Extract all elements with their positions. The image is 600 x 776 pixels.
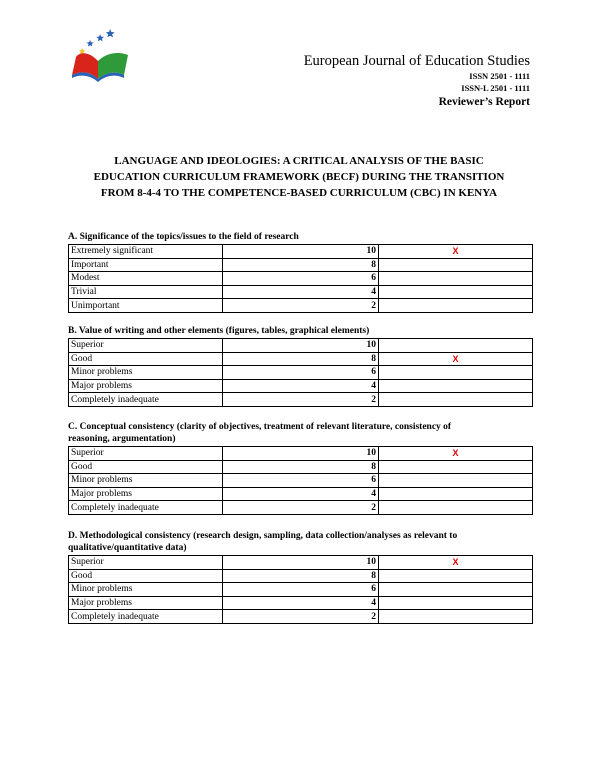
- table-row: [69, 379, 533, 393]
- rating-score: 8: [223, 460, 379, 474]
- table-row: [69, 474, 533, 488]
- table-row: [69, 569, 533, 583]
- paper-title-line: FROM 8-4-4 TO THE COMPETENCE-BASED CURRICULUM (CBC) IN KENYA: [100, 187, 498, 199]
- table-row: [69, 610, 533, 624]
- rating-mark[interactable]: [379, 610, 533, 624]
- rating-score: 10: [223, 339, 379, 353]
- table-row: [69, 366, 533, 380]
- rating-mark[interactable]: [379, 501, 533, 515]
- rating-mark[interactable]: [379, 583, 533, 597]
- journal-logo-icon: [66, 25, 136, 87]
- rating-label: Extremely significant: [69, 245, 223, 259]
- rating-mark[interactable]: [379, 366, 533, 380]
- rating-label: Superior: [69, 447, 223, 461]
- journal-title: European Journal of Education Studies: [303, 53, 530, 69]
- rating-mark[interactable]: [379, 596, 533, 610]
- table-row: [69, 245, 533, 259]
- rating-score: 2: [223, 393, 379, 407]
- rating-label: Major problems: [69, 596, 223, 610]
- rating-mark[interactable]: [379, 460, 533, 474]
- section-a: [68, 231, 532, 313]
- rating-label: Minor problems: [69, 583, 223, 597]
- rating-mark[interactable]: X: [379, 556, 533, 570]
- rating-score: 8: [223, 258, 379, 272]
- section-heading: [68, 530, 532, 554]
- rating-mark[interactable]: [379, 379, 533, 393]
- rating-score: 10: [223, 447, 379, 461]
- section-heading-line: reasoning, argumentation): [68, 434, 176, 444]
- rating-score: 6: [223, 366, 379, 380]
- table-row: [69, 447, 533, 461]
- table-row: [69, 272, 533, 286]
- rating-table: [68, 446, 533, 515]
- rating-score: 4: [223, 596, 379, 610]
- rating-mark[interactable]: X: [379, 352, 533, 366]
- rating-score: 6: [223, 272, 379, 286]
- rating-score: 4: [223, 487, 379, 501]
- rating-score: 2: [223, 610, 379, 624]
- rating-mark[interactable]: [379, 569, 533, 583]
- rating-score: 10: [223, 556, 379, 570]
- rating-label: Unimportant: [69, 299, 223, 313]
- rating-score: 8: [223, 569, 379, 583]
- journal-header: [304, 52, 530, 110]
- rating-label: Minor problems: [69, 366, 223, 380]
- rating-label: Major problems: [69, 379, 223, 393]
- rating-label: Trivial: [69, 285, 223, 299]
- rating-score: 8: [223, 352, 379, 366]
- rating-label: Superior: [69, 556, 223, 570]
- table-row: [69, 501, 533, 515]
- section-heading: [68, 421, 532, 445]
- rating-label: Good: [69, 569, 223, 583]
- table-row: [69, 285, 533, 299]
- section-d: [68, 530, 532, 624]
- section-heading: A. Significance of the topics/issues to the field of research: [68, 232, 299, 242]
- rating-mark[interactable]: [379, 299, 533, 313]
- rating-score: 2: [223, 299, 379, 313]
- rating-mark[interactable]: [379, 393, 533, 407]
- rating-score: 6: [223, 474, 379, 488]
- table-row: [69, 596, 533, 610]
- rating-mark[interactable]: [379, 487, 533, 501]
- rating-mark[interactable]: [379, 474, 533, 488]
- section-c: [68, 421, 532, 515]
- table-row: [69, 299, 533, 313]
- rating-label: Modest: [69, 272, 223, 286]
- rating-label: Completely inadequate: [69, 393, 223, 407]
- section-heading-line: D. Methodological consistency (research design, sampling, data collection/analyses as relevant to: [68, 531, 458, 541]
- rating-score: 4: [223, 285, 379, 299]
- rating-score: 10: [223, 245, 379, 259]
- rating-score: 4: [223, 379, 379, 393]
- rating-table: [68, 338, 533, 407]
- rating-label: Completely inadequate: [69, 610, 223, 624]
- rating-score: 6: [223, 583, 379, 597]
- paper-title-line: EDUCATION CURRICULUM FRAMEWORK (BECF) DURING THE TRANSITION: [93, 171, 505, 183]
- table-row: [69, 487, 533, 501]
- rating-table: [68, 244, 533, 313]
- rating-mark[interactable]: [379, 258, 533, 272]
- issn: ISSN 2501 - 1111: [469, 71, 530, 81]
- rating-label: Superior: [69, 339, 223, 353]
- report-label: Reviewer’s Report: [438, 96, 530, 108]
- rating-mark[interactable]: [379, 272, 533, 286]
- rating-score: 2: [223, 501, 379, 515]
- issn-l: ISSN-L 2501 - 1111: [461, 83, 530, 93]
- rating-table: [68, 555, 533, 624]
- table-row: [69, 460, 533, 474]
- rating-label: Completely inadequate: [69, 501, 223, 515]
- section-heading: B. Value of writing and other elements (figures, tables, graphical elements): [68, 326, 370, 336]
- rating-mark[interactable]: X: [379, 245, 533, 259]
- rating-mark[interactable]: [379, 339, 533, 353]
- rating-label: Major problems: [69, 487, 223, 501]
- rating-label: Important: [69, 258, 223, 272]
- rating-label: Good: [69, 352, 223, 366]
- table-row: [69, 258, 533, 272]
- rating-label: Good: [69, 460, 223, 474]
- rating-mark[interactable]: [379, 285, 533, 299]
- table-row: [69, 352, 533, 366]
- table-row: [69, 556, 533, 570]
- rating-label: Minor problems: [69, 474, 223, 488]
- section-heading-line: qualitative/quantitative data): [68, 543, 187, 553]
- paper-title-line: LANGUAGE AND IDEOLOGIES: A CRITICAL ANALYSIS OF THE BASIC: [114, 155, 484, 167]
- paper-title: [68, 153, 530, 201]
- table-row: [69, 583, 533, 597]
- table-row: [69, 339, 533, 353]
- rating-mark[interactable]: X: [379, 447, 533, 461]
- section-heading-line: C. Conceptual consistency (clarity of objectives, treatment of relevant literature, consistency of: [68, 422, 452, 432]
- section-b: [68, 325, 532, 407]
- table-row: [69, 393, 533, 407]
